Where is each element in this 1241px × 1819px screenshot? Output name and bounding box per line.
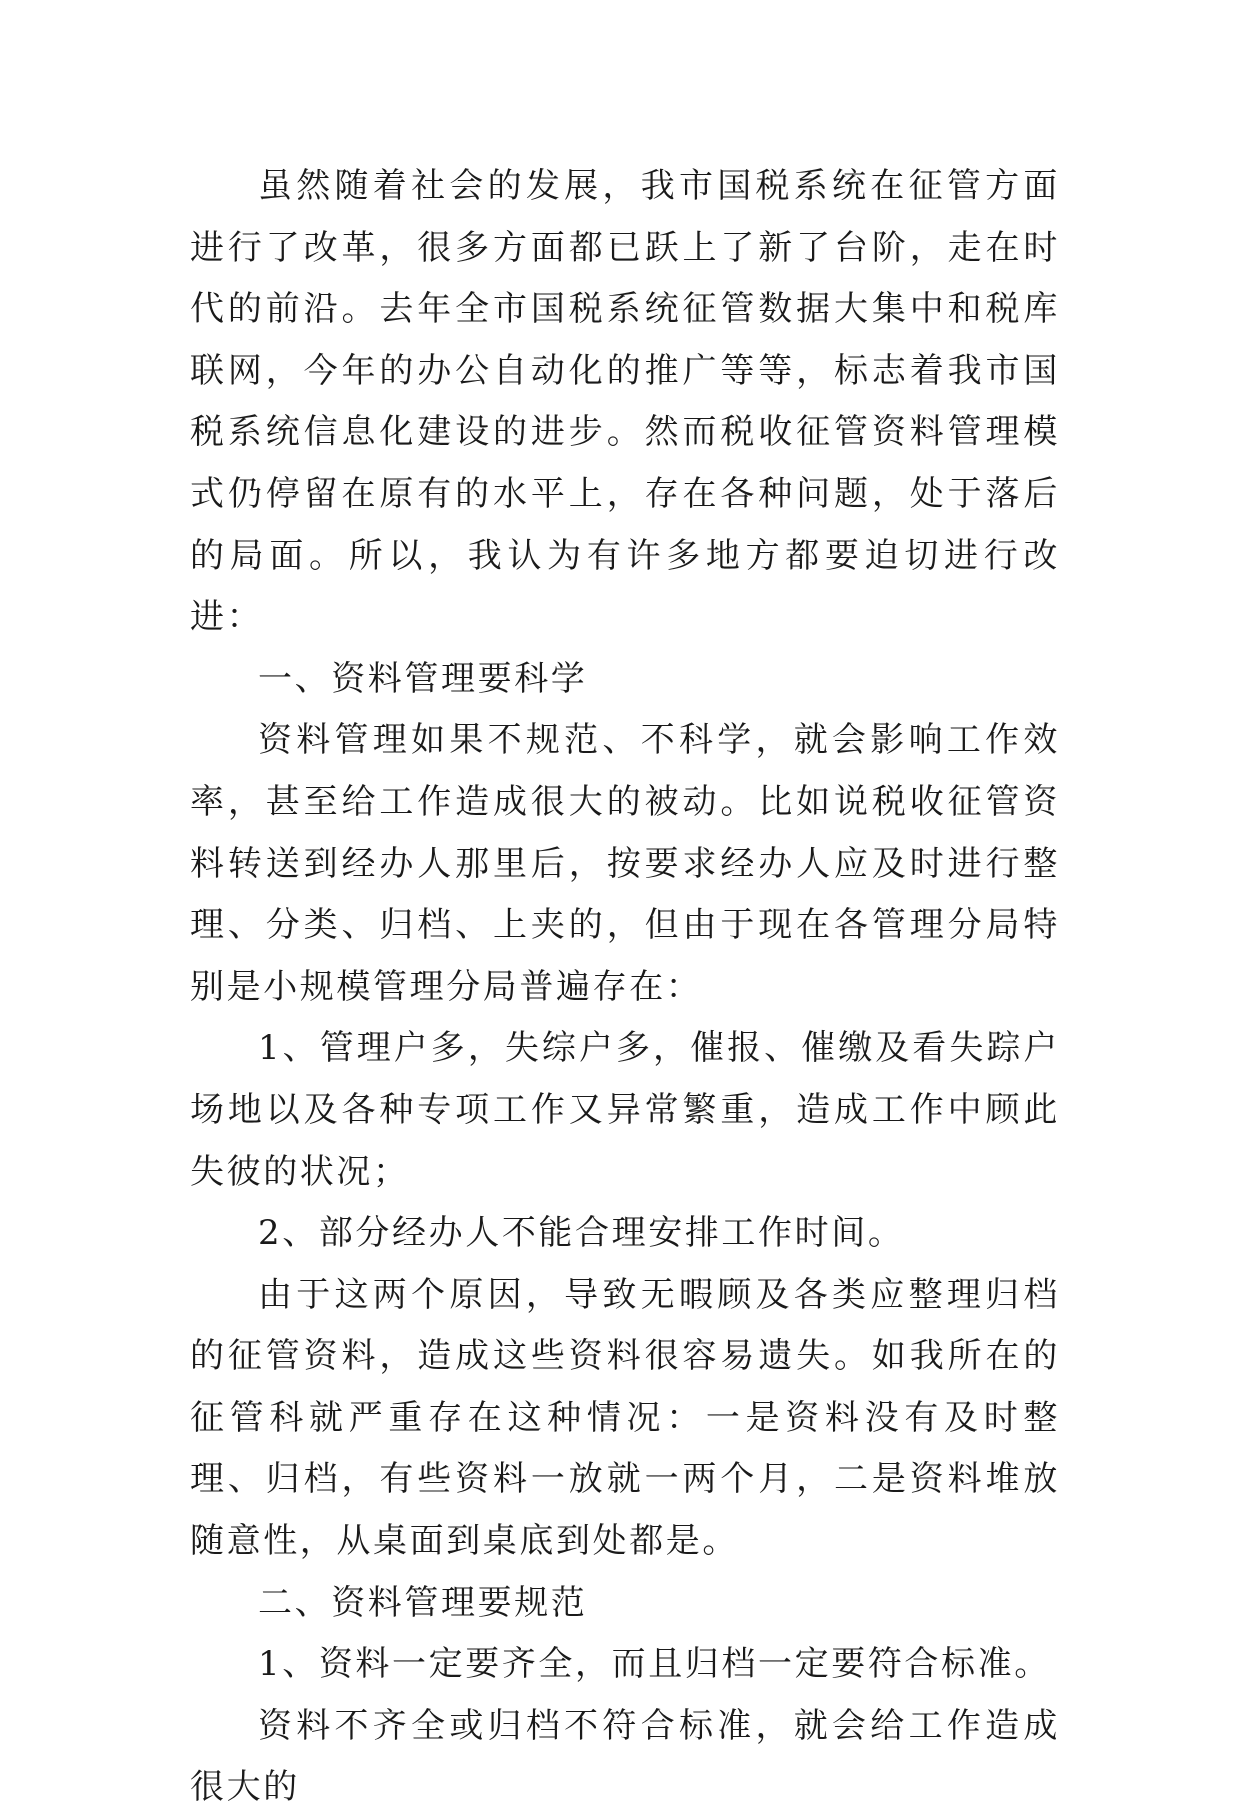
- paragraph-incomplete: 资料不齐全或归档不符合标准，就会给工作造成很大的: [190, 1705, 1060, 1808]
- paragraph-section-1: 资料管理如果不规范、不科学，就会影响工作效率，甚至给工作造成很大的被动。比如说税收征管资料转送到经办人那里后，按要求经办人应及时进行整理、分类、归档、上夹的，但由于现在各管理分局特别是小规模管理分局普遍存在：: [190, 720, 1060, 1007]
- document-body: [190, 156, 1060, 1819]
- list-item-2: 2、部分经办人不能合理安排工作时间。: [258, 1213, 905, 1254]
- section-heading-2: 二、资料管理要规范: [258, 1582, 588, 1623]
- paragraph-causes: 由于这两个原因，导致无暇顾及各类应整理归档的征管资料，造成这些资料很容易遗失。如我所在的征管科就严重存在这种情况：一是资料没有及时整理、归档，有些资料一放就一两个月，二是资料堆放随意性，从桌面到桌底到处都是。: [190, 1274, 1060, 1562]
- list-item-1: 1、管理户多，失综户多，催报、催缴及看失踪户场地以及各种专项工作又异常繁重，造成工作中顾此失彼的状况；: [190, 1028, 1060, 1192]
- list-item-section-2-1: 1、资料一定要齐全，而且归档一定要符合标准。: [258, 1644, 1051, 1685]
- section-heading-1: 一、资料管理要科学: [258, 658, 588, 699]
- paragraph-intro: 虽然随着社会的发展，我市国税系统在征管方面进行了改革，很多方面都已跃上了新了台阶，走在时代的前沿。去年全市国税系统征管数据大集中和税库联网，今年的办公自动化的推广等等，标志着我市国税系统信息化建设的进步。然而税收征管资料管理模式仍停留在原有的水平上，存在各种问题，处于落后的局面。所以，我认为有许多地方都要迫切进行改进：: [190, 166, 1060, 638]
